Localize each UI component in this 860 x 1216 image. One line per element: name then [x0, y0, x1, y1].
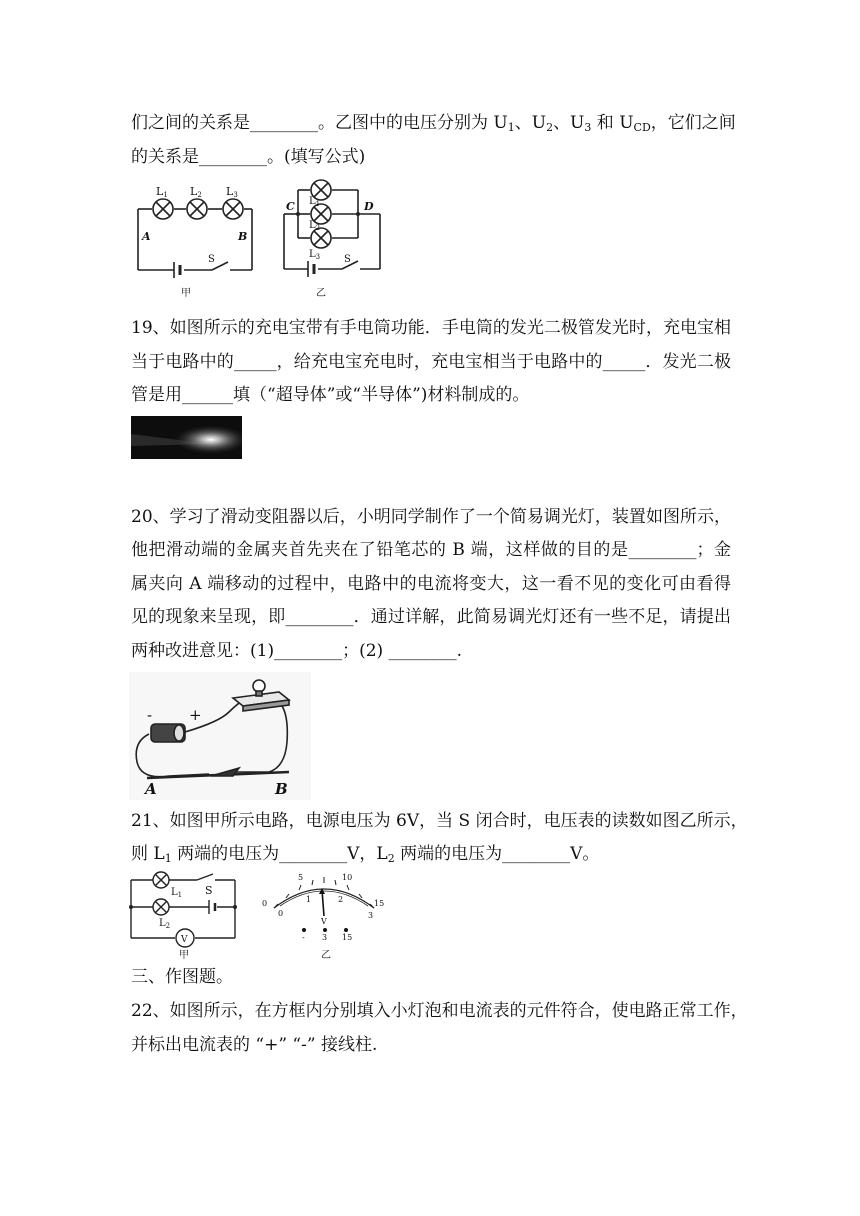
q18-circuit-parallel-figure [280, 174, 390, 302]
lamp-l2-icon [187, 199, 207, 219]
power-bank-flashlight-photo [131, 416, 242, 459]
lamp-l1-icon [153, 872, 169, 888]
bottom-scale-0: 0 [278, 909, 284, 918]
label-l2: $L_2$ [159, 918, 171, 930]
caption-jia: 甲 [181, 288, 191, 299]
bottom-scale-1: 1 [306, 895, 312, 904]
q20-line-5: 两种改进意见：(1)________；(2) ________. [131, 641, 462, 661]
q18-line-2: 的关系是________。(填写公式) [131, 147, 366, 167]
label-b: B [275, 780, 288, 798]
caption-yi: 乙 [321, 950, 331, 961]
label-a: A [145, 780, 157, 798]
top-scale-5: 5 [298, 873, 304, 882]
label-l2: $L_2$ [309, 220, 321, 232]
voltmeter-label: V [181, 935, 188, 945]
terminal-3 [323, 928, 327, 932]
label-l3: $L_3$ [309, 249, 321, 261]
q21-line-1: 21、如图甲所示电路，电源电压为 6V，当 S 闭合时，电压表的读数如图乙所示， [131, 811, 748, 831]
q22-line-1: 22、如图所示，在方框内分别填入小灯泡和电流表的元件符合，使电路正常工作， [131, 1001, 748, 1021]
label-l1: $L_1$ [309, 196, 321, 208]
bottom-scale-3: 3 [368, 911, 374, 920]
lamp-l1-icon [153, 199, 173, 219]
label-s: S [205, 884, 213, 897]
q22-line-2: 并标出电流表的 “+” “-” 接线柱. [131, 1035, 378, 1055]
battery-icon [151, 724, 185, 742]
label-minus: - [147, 706, 153, 724]
terminal-3-label: 3 [322, 933, 328, 942]
q20-line-3: 属夹向 A 端移动的过程中，电路中的电流将变大，这一看不见的变化可由看得 [131, 574, 731, 594]
section-heading: 三、作图题。 [131, 967, 233, 987]
terminal-minus [302, 928, 306, 932]
top-scale-15: 15 [374, 899, 385, 908]
q19-line-1: 19、如图所示的充电宝带有手电筒功能．手电筒的发光二极管发光时，充电宝相 [131, 318, 731, 338]
label-l3: L3 [226, 185, 238, 199]
q20-line-2: 他把滑动端的金属夹首先夹在了铅笔芯的 B 端，这样做的目的是________；金 [131, 540, 731, 560]
dimmer-lamp-figure [129, 672, 311, 800]
label-l1: L1 [156, 185, 168, 199]
q19-line-2: 当于电路中的_____，给充电宝充电时，充电宝相当于电路中的_____．发光二极 [131, 352, 731, 372]
terminal-15-label: 15 [342, 933, 353, 942]
lamp-l3-icon [223, 199, 243, 219]
label-plus: + [189, 706, 202, 724]
top-scale-0: 0 [262, 899, 268, 908]
label-s: S [208, 254, 215, 265]
caption-yi: 乙 [316, 288, 326, 299]
q19-line-3: 管是用______填（“超导体”或“半导体”)材料制成的。 [131, 385, 530, 405]
q18-line-1: 们之间的关系是________。乙图中的电压分别为 $U_1$、$U_2$、$U_3$ 和 $U_{CD}$，它们之间 [131, 113, 736, 134]
unit-label: V [321, 917, 327, 926]
label-a: A [142, 230, 151, 243]
lamp-l3-icon [311, 228, 331, 248]
label-c: C [286, 200, 295, 213]
q21-line-2: 则 $L_1$ 两端的电压为________V，$L_2$ 两端的电压为________V。 [131, 844, 600, 865]
terminal-15 [344, 928, 348, 932]
label-d: D [364, 200, 374, 213]
caption-jia: 甲 [179, 950, 189, 961]
lamp-l2-icon [153, 899, 169, 915]
voltmeter-dial-figure [258, 870, 390, 962]
top-scale-10: 10 [342, 873, 353, 882]
q21-circuit-figure [127, 870, 239, 962]
terminal-minus-label: - [302, 933, 305, 942]
label-l2: L2 [190, 185, 202, 199]
label-b: B [238, 230, 248, 243]
q20-line-1: 20、学习了滑动变阻器以后，小明同学制作了一个简易调光灯，装置如图所示， [131, 507, 731, 527]
label-l1: $L_1$ [171, 887, 183, 899]
q18-circuit-series-figure [128, 182, 263, 302]
label-s: S [344, 254, 351, 265]
q20-line-4: 见的现象来呈现，即________．通过详解，此简易调光灯还有一些不足，请提出 [131, 607, 731, 627]
bottom-scale-2: 2 [338, 895, 344, 904]
